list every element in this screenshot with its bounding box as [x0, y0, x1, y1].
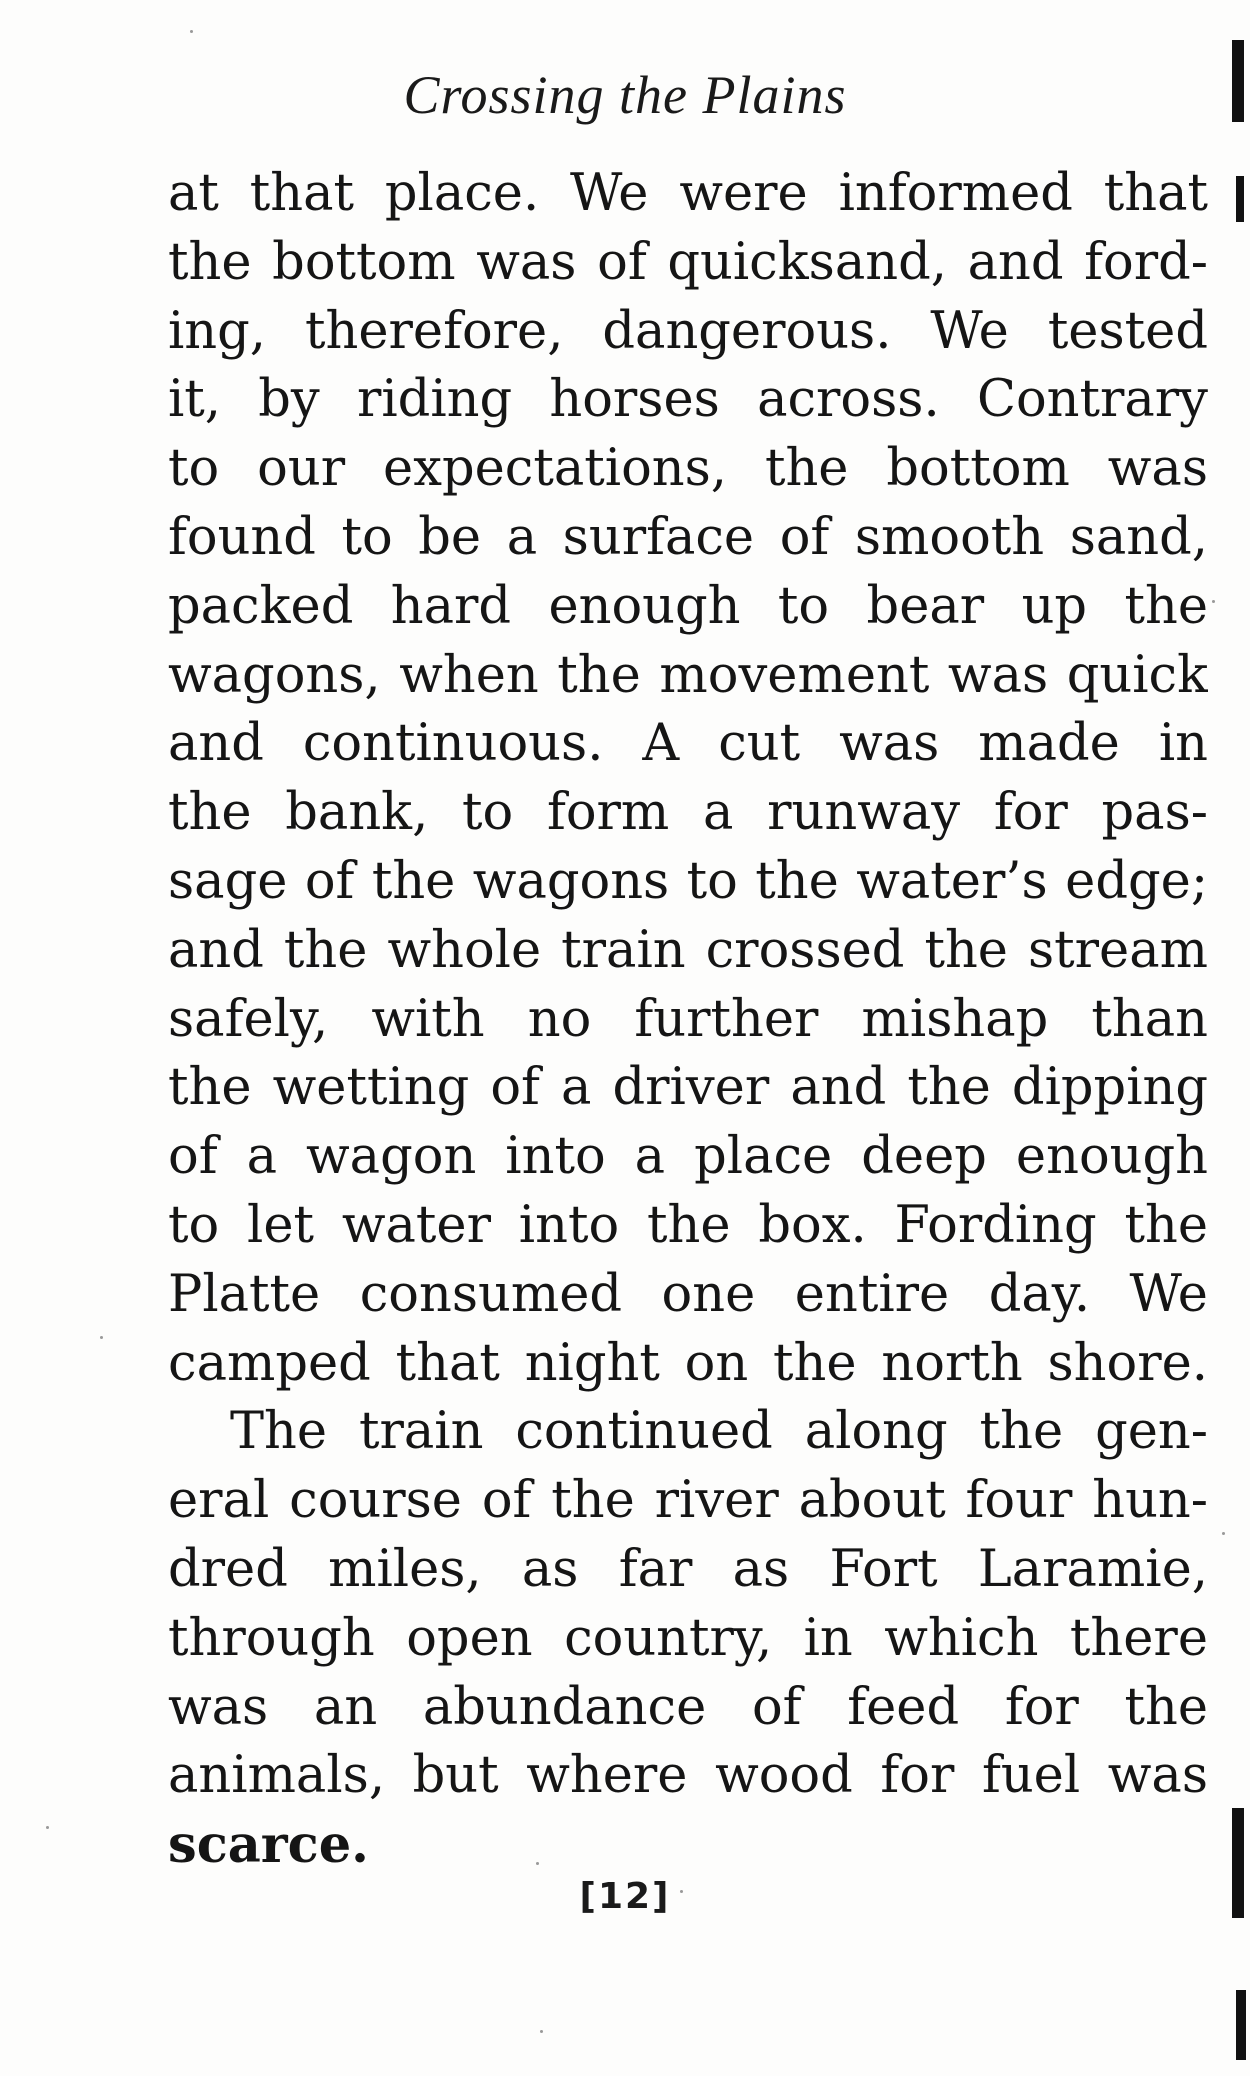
scan-speck: [1222, 1532, 1225, 1535]
scan-speck: [100, 1336, 103, 1339]
text-line: ing, therefore, dangerous. We tested: [168, 301, 1208, 361]
text-line: the bottom was of quicksand, and ford-: [168, 232, 1208, 292]
text-line: packed hard enough to bear up the: [168, 576, 1208, 636]
scan-edge-mark: [1232, 1808, 1244, 1918]
text-line: to our expectations, the bottom was: [168, 439, 1208, 499]
scan-edge-mark: [1236, 1990, 1246, 2060]
text-line: and continuous. A cut was made in: [168, 714, 1208, 774]
text-line: animals, but where wood for fuel was: [168, 1746, 1208, 1806]
text-line: the wetting of a driver and the dipping: [168, 1058, 1208, 1118]
text-line: wagons, when the movement was quick: [168, 645, 1208, 705]
text-line: eral course of the river about four hun-: [168, 1471, 1208, 1531]
scan-edge-mark: [1236, 176, 1244, 222]
text-line: safely, with no further mishap than: [168, 989, 1208, 1049]
text-line: and the whole train crossed the stream: [168, 920, 1208, 980]
text-line: through open country, in which there: [168, 1608, 1208, 1668]
scan-edge-mark: [1232, 40, 1244, 122]
text-line: at that place. We were informed that: [168, 164, 1208, 223]
text-line: the bank, to form a runway for pas-: [168, 783, 1208, 843]
text-line: it, by riding horses across. Contrary: [168, 370, 1208, 430]
scan-speck: [1212, 600, 1215, 603]
text-line: dred miles, as far as Fort Laramie,: [168, 1539, 1208, 1599]
text-line: was an abundance of feed for the: [168, 1677, 1208, 1737]
paragraph-start-line: The train continued along the gen-: [230, 1402, 1208, 1462]
scan-speck: [536, 1862, 539, 1865]
scan-speck: [190, 30, 193, 33]
text-line: found to be a surface of smooth sand,: [168, 507, 1208, 567]
text-line: of a wagon into a place deep enough: [168, 1127, 1208, 1187]
text-line: sage of the wagons to the water’s edge;: [168, 851, 1208, 911]
text-line: to let water into the box. Fording the: [168, 1195, 1208, 1255]
scan-speck: [680, 1890, 683, 1893]
page-number: [12]: [579, 1876, 671, 1917]
scan-speck: [540, 2030, 543, 2033]
scan-speck: [46, 1826, 49, 1829]
text-line-last: scarce.: [168, 1815, 369, 1876]
text-line: Platte consumed one entire day. We: [168, 1264, 1208, 1324]
body-text: [168, 160, 1208, 1880]
text-line: camped that night on the north shore.: [168, 1333, 1208, 1393]
running-head: Crossing the Plains: [403, 65, 847, 125]
